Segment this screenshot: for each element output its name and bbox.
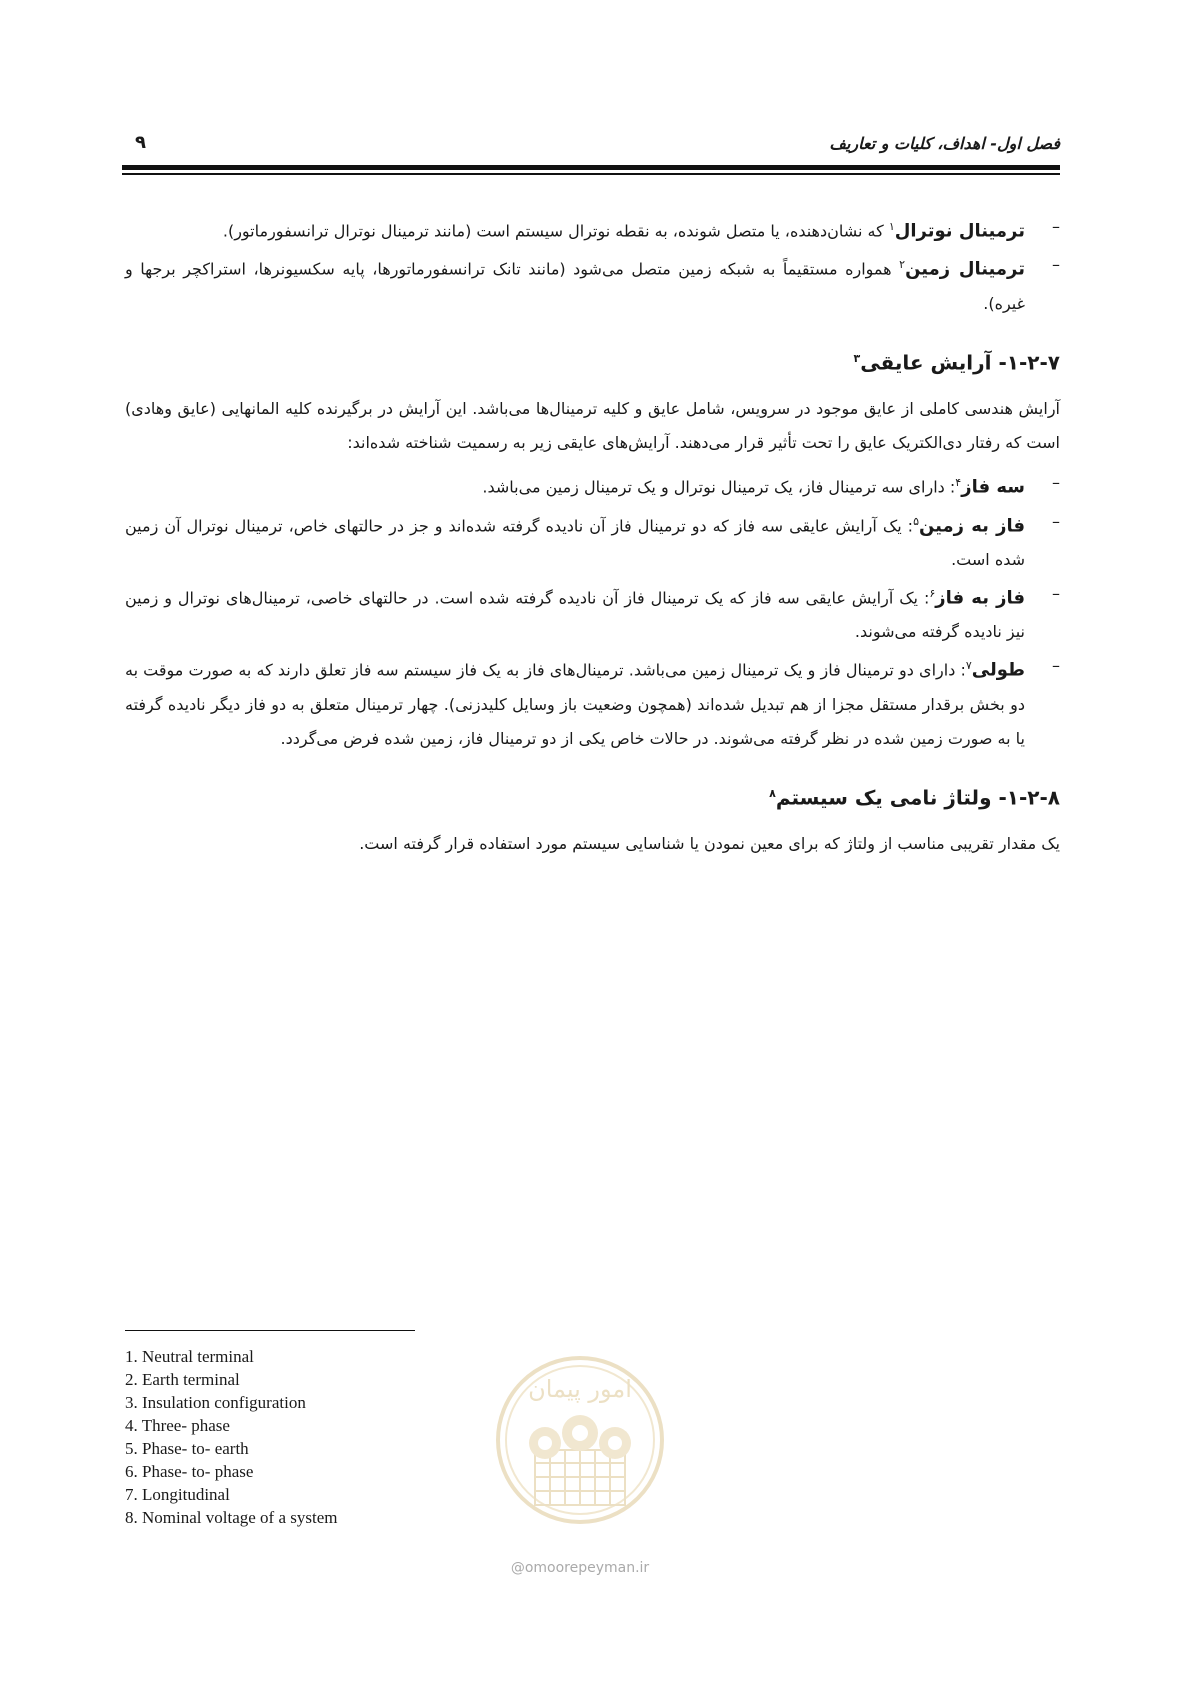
footnote-ref: ۴ xyxy=(955,476,962,490)
footnote-item: 6. Phase- to- phase xyxy=(125,1462,254,1481)
main-content xyxy=(125,210,1060,867)
watermark-logo-text: امور پیمان xyxy=(528,1375,632,1403)
footnote-ref: ۲ xyxy=(899,258,906,272)
bullet-text: : دارای سه ترمینال فاز، یک ترمینال نوترال و یک ترمینال زمین می‌باشد. xyxy=(482,477,956,497)
footnote-item: 2. Earth terminal xyxy=(125,1370,240,1389)
header-rule-thick xyxy=(122,165,1060,170)
bullet-term: فاز به فاز xyxy=(935,587,1026,609)
bullet-phase-to-earth xyxy=(125,505,1060,577)
footnote-item: 1. Neutral terminal xyxy=(125,1347,254,1366)
section-heading-text: ۱-۲-۸- ولتاژ نامی یک سیستم xyxy=(775,785,1060,810)
footnote-ref: ۳ xyxy=(853,351,861,365)
bullet-dash: – xyxy=(1052,656,1060,676)
bullet-term: ترمینال نوترال xyxy=(894,220,1025,242)
page-number: ۹ xyxy=(135,132,146,153)
section-heading-insulation-configuration xyxy=(125,341,1060,381)
footnote-ref: ۸ xyxy=(769,786,776,800)
footnote-ref: ۱ xyxy=(888,220,895,233)
bullet-earth-terminal xyxy=(125,248,1060,320)
section-heading-nominal-voltage xyxy=(125,776,1060,816)
footnote-ref: ۶ xyxy=(929,586,936,600)
bullet-three-phase xyxy=(125,466,1060,504)
footnote-separator xyxy=(125,1330,415,1331)
bullet-phase-to-phase xyxy=(125,577,1060,649)
watermark-logo-icon xyxy=(490,1335,670,1565)
bullet-text: همواره مستقیماً به شبکه زمین متصل می‌شود (مانند تانک ترانسفورماتورها، پایه سکسیونرها، استراکچر برجها و غیره). xyxy=(125,259,1025,313)
bullet-longitudinal xyxy=(125,649,1060,755)
bullet-dash: – xyxy=(1052,255,1060,275)
paragraph-insulation-configuration: آرایش هندسی کاملی از عایق موجود در سرویس، شامل عایق و کلیه ترمینال‌ها می‌باشد. این آرایش در برگیرنده کلیه المانهایی (عایق وهادی) است که رفتار دی‌الکتریک عایق را تحت تأثیر قرار می‌دهند. آرایش‌های عایقی زیر به رسمیت شناخته شده‌اند: xyxy=(125,399,1060,453)
bullet-dash: – xyxy=(1052,511,1060,531)
bullet-dash: – xyxy=(1052,217,1060,236)
bullet-text: : یک آرایش عایقی سه فاز که یک ترمینال فاز آن نادیده گرفته شده است. در حالتهای خاصی، ترمینال‌های نوترال و زمین نیز نادیده گرفته می‌شوند. xyxy=(125,588,1025,642)
bullet-text: : یک آرایش عایقی سه فاز که دو ترمینال فاز آن نادیده گرفته شده‌اند و جز در حالتهای خاص، ترمینال نوترال آن زمین شده است. xyxy=(125,515,1025,569)
bullet-term: سه فاز xyxy=(961,476,1025,498)
bullet-neutral-terminal xyxy=(125,210,1060,248)
bullet-term: ترمینال زمین xyxy=(905,258,1025,280)
bullet-dash: – xyxy=(1052,583,1060,603)
footnote-item: 3. Insulation configuration xyxy=(125,1393,306,1412)
footnote-ref: ۷ xyxy=(965,659,972,673)
bullet-term: طولی xyxy=(971,659,1025,681)
header-rule-thin xyxy=(122,173,1060,175)
bullet-text: : دارای دو ترمینال فاز و یک ترمینال زمین می‌باشد. ترمینال‌های فاز به یک فاز سیستم سه فاز تعلق دارند که به صورت موقت به دو بخش برقدار مستقل مجزا از هم تبدیل شده‌اند (همچون وضعیت باز وسایل کلیدزنی). چهار ترمینال متعلق به دو فاز دیگر نادیده گرفته یا به صورت زمین شده در نظر گرفته می‌شوند. در حالات خاص یکی از دو ترمینال فاز، زمین شده فرض می‌گردد. xyxy=(125,660,1025,748)
footnotes xyxy=(125,1345,337,1529)
footnote-item: 4. Three- phase xyxy=(125,1416,230,1435)
footnote-item: 8. Nominal voltage of a system xyxy=(125,1508,338,1527)
paragraph-nominal-voltage: یک مقدار تقریبی مناسب از ولتاژ که برای معین نمودن یا شناسایی سیستم مورد استفاده قرار گرفته است. xyxy=(359,834,1060,854)
section-heading-text: ۱-۲-۷- آرایش عایقی xyxy=(860,350,1060,375)
bullet-text: که نشان‌دهنده، یا متصل شونده، به نقطه نوترال سیستم است (مانند ترمینال نوترال ترانسفورماتور). xyxy=(222,221,889,241)
watermark-url-text: omoorepeyman.ir xyxy=(524,1560,650,1576)
page-header xyxy=(125,128,1060,164)
footnote-item: 5. Phase- to- earth xyxy=(125,1439,249,1458)
bullet-term: فاز به زمین xyxy=(918,514,1026,536)
footnote-item: 7. Longitudinal xyxy=(125,1485,230,1504)
watermark-url: @omoorepeyman.ir xyxy=(510,1560,650,1576)
bullet-dash: – xyxy=(1052,473,1060,493)
chapter-title: فصل اول- اهداف، کلیات و تعاریف xyxy=(829,134,1060,153)
footnote-ref: ۵ xyxy=(913,514,919,528)
